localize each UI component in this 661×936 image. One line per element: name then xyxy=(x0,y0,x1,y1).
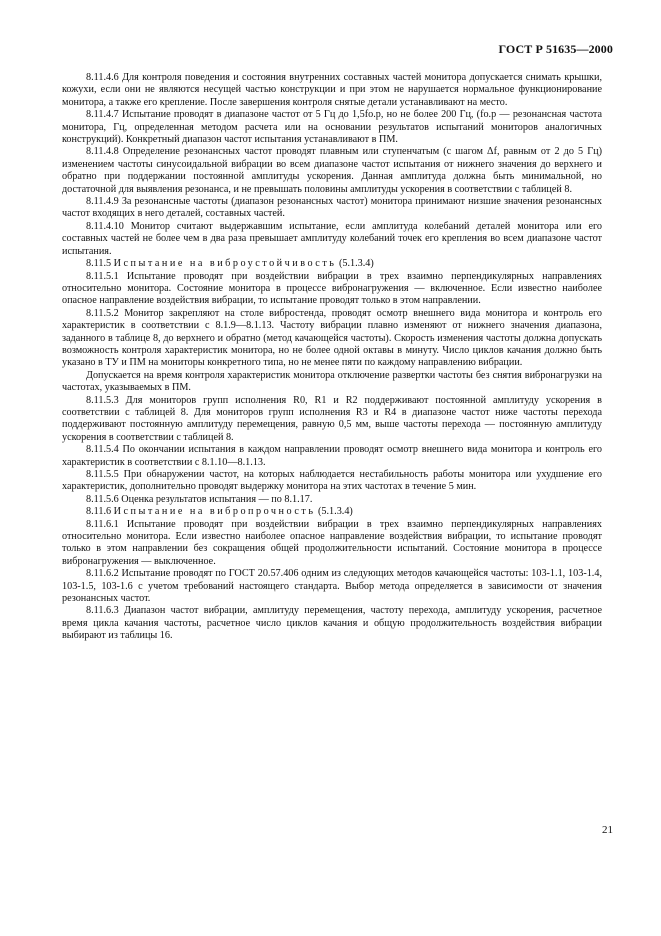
paragraph-8-11-4-8: 8.11.4.8 Определение резонансных частот проводят плавным или ступенчатым (с шагом Δf, равным от 2 до 5 Гц) изменением частоты синусоидальной вибрации во всем диапазоне частот испытания от нижнего значения до верхнего и обратно при поддержании постоянной амплитуды ускорения. Данная амплитуда должна быть минимальной, но достаточной для выявления резонанса, и не превышать половины амплитуды ускорения в соответствии с таблицей 8. xyxy=(62,146,602,195)
section-title: Испытание на виброустойчивость xyxy=(113,258,337,270)
section-number: 8.11.5 xyxy=(86,258,112,270)
section-heading-8-11-5 xyxy=(62,258,602,270)
section-ref: (5.1.3.4) xyxy=(318,506,353,518)
paragraph-8-11-5-4: 8.11.5.4 По окончании испытания в каждом направлении проводят осмотр внешнего вида монитора и контроль его характеристик в соответствии с 8.1.10—8.1.13. xyxy=(62,444,602,468)
paragraph-8-11-5-1: 8.11.5.1 Испытание проводят при воздействии вибрации в трех взаимно перпендикулярных направлениях относительно монитора. Состояние монитора в процессе вибронагружения — включенное. Если известно наиболее опасное направление воздействия вибрации, то испытание проводят только в этом направлении. xyxy=(62,270,602,307)
paragraph-8-11-4-6: 8.11.4.6 Для контроля поведения и состояния внутренних составных частей монитора допускается снимать крышки, кожухи, если они не являются несущей частью конструкции и при этом не нарушается нормальное функционирование монитора, а также его крепление. После завершения контроля снятые детали устанавливают на место. xyxy=(62,72,602,108)
section-heading-8-11-6 xyxy=(62,506,602,518)
body-text xyxy=(62,72,602,643)
paragraph-note: Допускается на время контроля характеристик монитора отключение развертки частоты без снятия вибронагрузки на частотах, указываемых в ПМ. xyxy=(62,369,602,394)
paragraph-8-11-5-6: 8.11.5.6 Оценка результатов испытания — по 8.1.17. xyxy=(86,493,313,505)
section-ref: (5.1.3.4) xyxy=(338,258,374,270)
section-number: 8.11.6 xyxy=(86,506,112,518)
paragraph-8-11-6-3: 8.11.6.3 Диапазон частот вибрации, амплитуду перемещения, частоту перехода, амплитуду ускорения, расчетное время цикла качания частоты, расчетное число циклов качания и общую продолжительность воздействия вибрации выбирают из таблицы 16. xyxy=(62,605,602,642)
paragraph-8-11-4-7: 8.11.4.7 Испытание проводят в диапазоне частот от 5 Гц до 1,5fо.р, но не более 200 Гц, (fо.р — резонансная частота монитора, Гц, определенная методом расчета или на основании результатов испытаний мониторов аналогичных конструкций). Конкретный диапазон частот испытания устанавливают в ПМ. xyxy=(62,109,602,146)
paragraph-8-11-4-10: 8.11.4.10 Монитор считают выдержавшим испытание, если амплитуда колебаний деталей монитора или его составных частей не более чем в два раза превышает амплитуду колебаний точек его крепления во всем диапазоне частот испытания. xyxy=(62,220,602,257)
paragraph-8-11-5-2: 8.11.5.2 Монитор закрепляют на столе вибростенда, проводят осмотр внешнего вида монитора и контроль его характеристик в соответствии с 8.1.9—8.1.13. Частоту вибрации плавно изменяют от нижнего значения диапазона, заданного в таблице 8, до верхнего и обратно (метод качающейся частоты). Скорость изменения частоты должна допускать возможность контроля характеристик монитора, но не более одной октавы в минуту. Число циклов качания должно быть указано в ТУ и ПМ на мониторы конкретного типа, но не менее пяти по каждому направлению вибрации. xyxy=(62,307,602,369)
paragraph-8-11-6-2: 8.11.6.2 Испытание проводят по ГОСТ 20.57.406 одним из следующих методов качающейся частоты: 103-1.1, 103-1.4, 103-1.5, 103-1.6 с учетом требований настоящего стандарта. Выбор метода определяется в зависимости от значения резонансных частот. xyxy=(62,568,602,605)
page-number: 21 xyxy=(602,824,613,836)
standard-header: ГОСТ Р 51635—2000 xyxy=(498,42,613,56)
paragraph-8-11-6-1: 8.11.6.1 Испытание проводят при воздействии вибрации в трех взаимно перпендикулярных направлениях относительно монитора. Если известно наиболее опасное направление воздействия вибрации, то испытание проводят только в этом направлении без сокращения общей продолжительности испытаний. Состояние монитора в процессе вибронагружения — выключенное. xyxy=(62,518,602,567)
paragraph-8-11-5-5: 8.11.5.5 При обнаружении частот, на которых наблюдается нестабильность работы монитора или ухудшение его характеристик, дополнительно проводят выдержку монитора на этих частотах в течение 5 мин. xyxy=(62,469,602,493)
paragraph-8-11-4-9: 8.11.4.9 За резонансные частоты (диапазон резонансных частот) монитора принимают низшие значения резонансных частот входящих в него деталей, составных частей. xyxy=(62,196,602,220)
paragraph-8-11-5-3: 8.11.5.3 Для мониторов групп исполнения R0, R1 и R2 поддерживают постоянной амплитуду ускорения в соответствии с таблицей 8. Для мониторов групп исполнения R3 и R4 в диапазоне частот ниже частоты перехода поддерживают постоянную амплитуду перемещения, равную 0,5 мм, выше частоты перехода — постоянную амплитуду ускорения в соответствии с таблицей 8. xyxy=(62,394,602,443)
section-title: Испытание на вибропрочность xyxy=(113,506,316,518)
